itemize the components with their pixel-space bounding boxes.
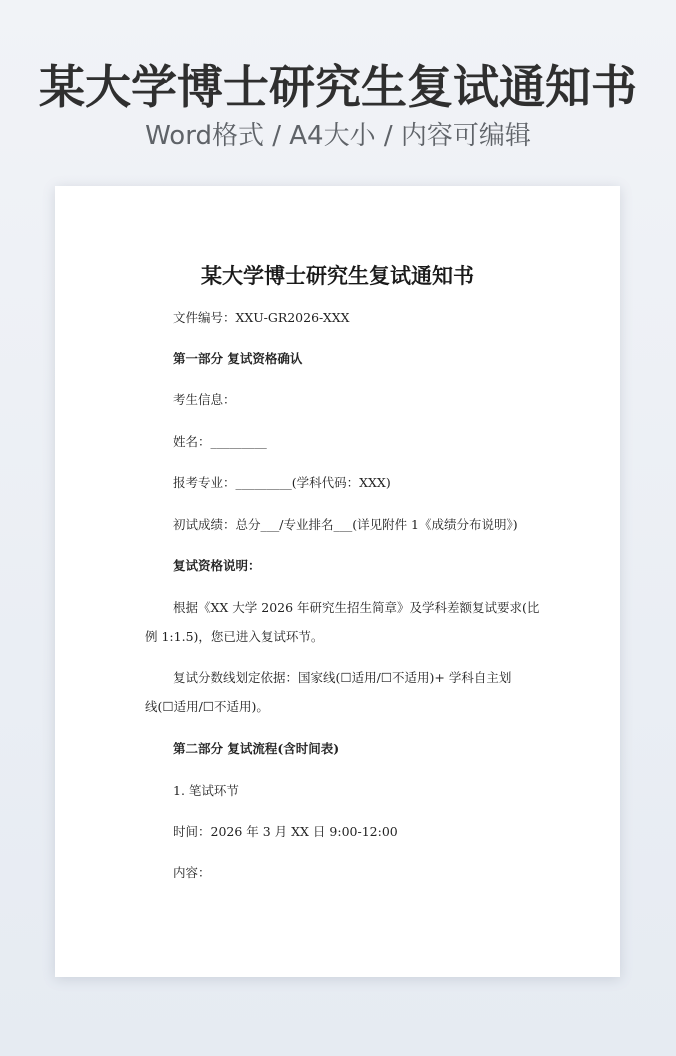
candidate-info-label: 考生信息： [173, 392, 236, 407]
section1-heading: 第一部分 复试资格确认 [173, 351, 303, 366]
paragraph1-line1: 根据《XX 大学 2026 年研究生招生简章》及学科差额复试要求(比 [173, 600, 540, 615]
major-field: 报考专业：_________(学科代码：XXX) [173, 475, 391, 490]
qualification-heading: 复试资格说明： [173, 558, 261, 573]
content-field: 内容： [173, 865, 211, 880]
paragraph2-line2: 线(☐适用/☐不适用)。 [145, 699, 269, 714]
time-field: 时间：2026 年 3 月 XX 日 9:00-12:00 [173, 824, 398, 839]
paragraph1-line2: 例 1:1.5)，您已进入复试环节。 [145, 629, 324, 644]
paragraph2-line1: 复试分数线划定依据：国家线(☐适用/☐不适用)+ 学科自主划 [173, 670, 512, 685]
score-field: 初试成绩：总分___/专业排名___(详见附件 1《成绩分布说明》) [173, 517, 518, 532]
name-field: 姓名：_________ [173, 434, 267, 449]
file-number: 文件编号：XXU-GR2026-XXX [173, 310, 350, 325]
document-page [55, 186, 620, 977]
document-title: 某大学博士研究生复试通知书 [201, 263, 474, 288]
banner-title: 某大学博士研究生复试通知书 [39, 60, 637, 114]
list-item-written-exam: 1. 笔试环节 [173, 783, 239, 798]
section2-heading: 第二部分 复试流程(含时间表) [173, 741, 340, 756]
banner-subtitle: Word格式 / A4大小 / 内容可编辑 [145, 121, 531, 151]
